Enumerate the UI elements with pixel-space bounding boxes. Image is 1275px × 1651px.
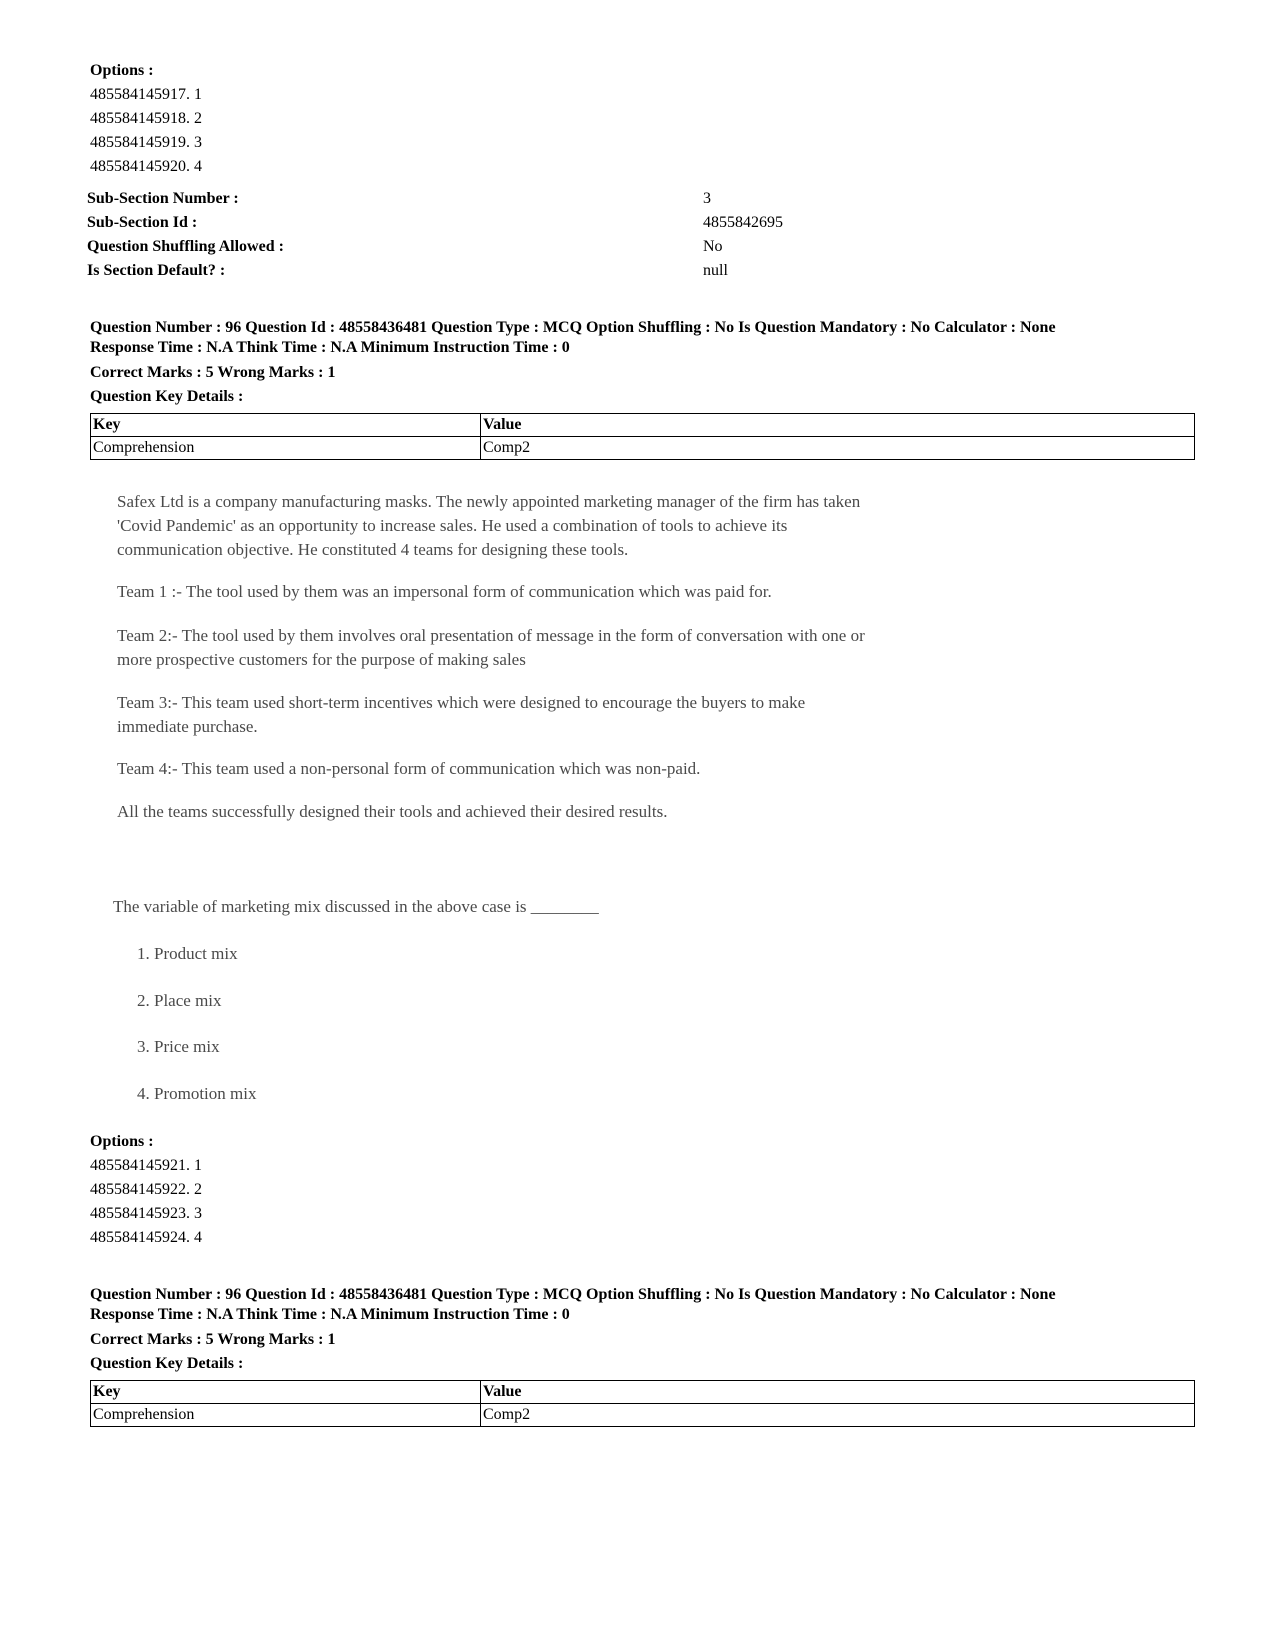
team2-text-line: Team 2:- The tool used by them involves oral presentation of message in the form of conversation with one or [117, 626, 865, 645]
option-item: 485584145918. 2 [90, 110, 202, 127]
table-cell-value: Comp2 [481, 1404, 1195, 1427]
table-header-value: Value [481, 414, 1195, 437]
table-cell-key: Comprehension [91, 437, 481, 460]
team4-text: Team 4:- This team used a non-personal form of communication which was non-paid. [117, 759, 701, 778]
case-team1 [117, 580, 1037, 604]
option-item: 485584145924. 4 [90, 1229, 202, 1246]
subsection-id-value: 4855842695 [703, 214, 783, 231]
question-meta-line1: Question Number : 96 Question Id : 48558436481 Question Type : MCQ Option Shuffling : No Is Question Mandatory : No Calculator : None [90, 1286, 1056, 1303]
team2-text-line: more prospective customers for the purpose of making sales [117, 650, 526, 669]
choice-item: 4. Promotion mix [137, 1084, 257, 1103]
team3-text-line: Team 3:- This team used short-term incentives which were designed to encourage the buyers to make [117, 693, 806, 712]
option-item: 485584145921. 1 [90, 1157, 202, 1174]
choice-item: 2. Place mix [137, 991, 222, 1010]
table-header-row [91, 414, 1195, 437]
section-default-label: Is Section Default? : [87, 262, 226, 279]
choice-item: 1. Product mix [137, 944, 238, 963]
question-meta-line1: Question Number : 96 Question Id : 48558436481 Question Type : MCQ Option Shuffling : No Is Question Mandatory : No Calculator : None [90, 319, 1056, 336]
question-shuffling-label: Question Shuffling Allowed : [87, 238, 284, 255]
subsection-id-label: Sub-Section Id : [87, 214, 198, 231]
question-key-table [90, 413, 1195, 460]
table-header-value: Value [481, 1381, 1195, 1404]
subsection-number-value: 3 [703, 190, 711, 207]
case-team3 [117, 691, 1037, 739]
choice-item: 3. Price mix [137, 1037, 220, 1056]
team3-text-line: immediate purchase. [117, 717, 258, 736]
case-intro-line: communication objective. He constituted 4 teams for designing these tools. [117, 540, 629, 559]
table-header-row [91, 1381, 1195, 1404]
question-key-table [90, 1380, 1195, 1427]
table-cell-key: Comprehension [91, 1404, 481, 1427]
table-header-key: Key [91, 414, 481, 437]
case-intro-line: Safex Ltd is a company manufacturing masks. The newly appointed marketing manager of the firm has taken [117, 492, 861, 511]
question-meta-line2: Response Time : N.A Think Time : N.A Minimum Instruction Time : 0 [90, 339, 570, 356]
question-marks: Correct Marks : 5 Wrong Marks : 1 [90, 1331, 336, 1348]
case-team2 [117, 624, 1037, 672]
question-key-details-label: Question Key Details : [90, 388, 244, 405]
question-meta-line2: Response Time : N.A Think Time : N.A Minimum Instruction Time : 0 [90, 1306, 570, 1323]
table-row [91, 1404, 1195, 1427]
option-item: 485584145922. 2 [90, 1181, 202, 1198]
option-item: 485584145917. 1 [90, 86, 202, 103]
option-item: 485584145920. 4 [90, 158, 202, 175]
options-label: Options : [90, 62, 154, 79]
case-closing [117, 800, 1037, 824]
case-passage [117, 490, 1037, 562]
table-row [91, 437, 1195, 460]
option-item: 485584145923. 3 [90, 1205, 202, 1222]
case-team4 [117, 757, 1037, 781]
team1-text: Team 1 :- The tool used by them was an impersonal form of communication which was paid for. [117, 582, 772, 601]
section-default-value: null [703, 262, 728, 279]
question-key-details-label: Question Key Details : [90, 1355, 244, 1372]
option-item: 485584145919. 3 [90, 134, 202, 151]
table-header-key: Key [91, 1381, 481, 1404]
table-cell-value: Comp2 [481, 437, 1195, 460]
question-marks: Correct Marks : 5 Wrong Marks : 1 [90, 364, 336, 381]
closing-text: All the teams successfully designed their tools and achieved their desired results. [117, 802, 668, 821]
options-label: Options : [90, 1133, 154, 1150]
subsection-number-label: Sub-Section Number : [87, 190, 239, 207]
case-intro-line: 'Covid Pandemic' as an opportunity to increase sales. He used a combination of tools to achieve its [117, 516, 788, 535]
question-prompt: The variable of marketing mix discussed in the above case is ________ [113, 897, 599, 916]
question-shuffling-value: No [703, 238, 723, 255]
